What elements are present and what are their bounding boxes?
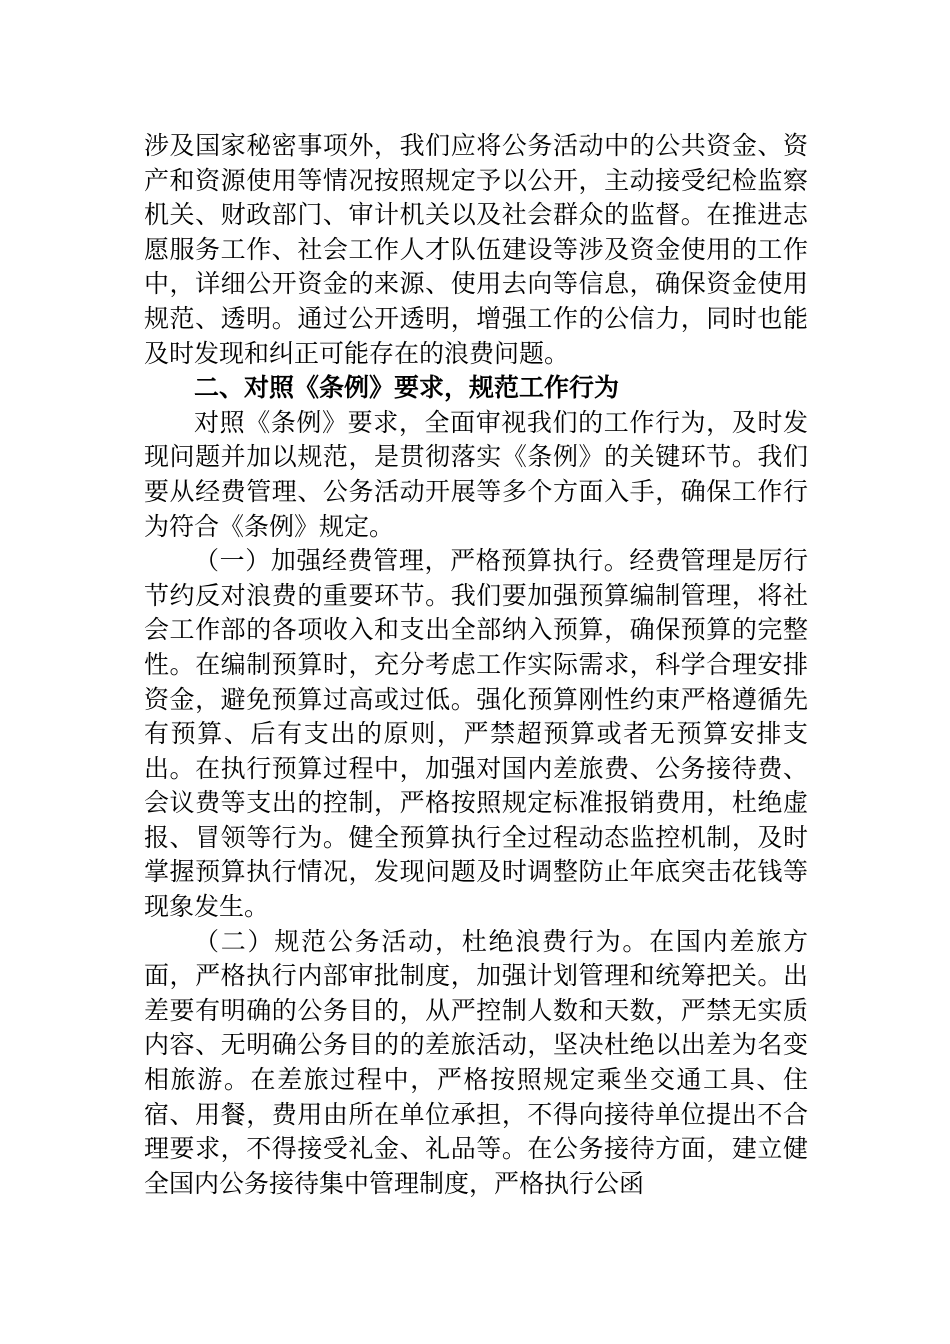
section-heading: 二、对照《条例》要求，规范工作行为 — [194, 373, 620, 403]
document-page — [144, 129, 808, 1201]
paragraph-continuation: 涉及国家秘密事项外，我们应将公务活动中的公共资金、资产和资源使用等情况按照规定予以公开，主动接受纪检监察机关、财政部门、审计机关以及社会群众的监督。在推进志愿服务工作、社会工作人才队伍建设等涉及资金使用的工作中，详细公开资金的来源、使用去向等信息，确保资金使用规范、透明。通过公开透明，增强工作的公信力，同时也能及时发现和纠正可能存在的浪费问题。 — [144, 131, 808, 368]
paragraph-official-activities: （二）规范公务活动，杜绝浪费行为。在国内差旅方面，严格执行内部审批制度，加强计划管理和统筹把关。出差要有明确的公务目的，从严控制人数和天数，严禁无实质内容、无明确公务目的的差旅活动，坚决杜绝以出差为名变相旅游。在差旅过程中，严格按照规定乘坐交通工具、住宿、用餐，费用由所在单位承担，不得向接待单位提出不合理要求，不得接受礼金、礼品等。在公务接待方面，建立健全国内公务接待集中管理制度，严格执行公函 — [144, 926, 808, 1198]
paragraph-funding-management: （一）加强经费管理，严格预算执行。经费管理是厉行节约反对浪费的重要环节。我们要加强预算编制管理，将社会工作部的各项收入和支出全部纳入预算，确保预算的完整性。在编制预算时，充分考虑工作实际需求，科学合理安排资金，避免预算过高或过低。强化预算刚性约束严格遵循先有预算、后有支出的原则，严禁超预算或者无预算安排支出。在执行预算过程中，加强对国内差旅费、公务接待费、会议费等支出的控制，严格按照规定标准报销费用，杜绝虚报、冒领等行为。健全预算执行全过程动态监控机制，及时掌握预算执行情况，发现问题及时调整防止年底突击花钱等现象发生。 — [144, 546, 808, 922]
paragraph-intro: 对照《条例》要求，全面审视我们的工作行为，及时发现问题并加以规范，是贯彻落实《条例》的关键环节。我们要从经费管理、公务活动开展等多个方面入手，确保工作行为符合《条例》规定。 — [144, 407, 808, 541]
